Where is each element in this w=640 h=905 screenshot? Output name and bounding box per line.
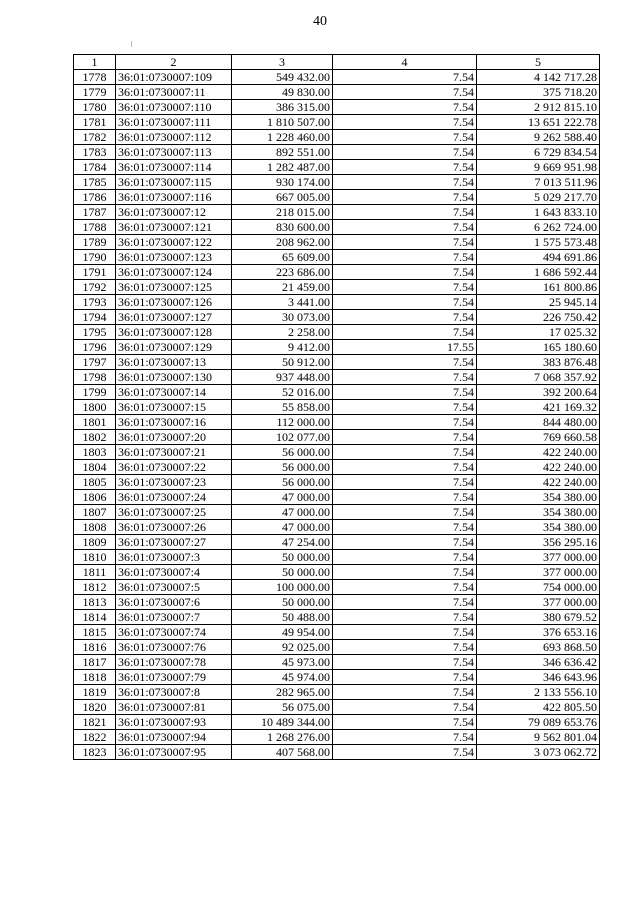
total-cell: 2 912 815.10 xyxy=(477,100,600,115)
row-number-cell: 1813 xyxy=(74,595,116,610)
total-cell: 392 200.64 xyxy=(477,385,600,400)
value-cell: 892 551.00 xyxy=(232,145,333,160)
column-header-4: 4 xyxy=(333,55,477,70)
rate-cell: 7.54 xyxy=(333,685,477,700)
cadastral-number-cell: 36:01:0730007:95 xyxy=(116,745,232,760)
cadastral-number-cell: 36:01:0730007:81 xyxy=(116,700,232,715)
row-number-cell: 1799 xyxy=(74,385,116,400)
total-cell: 354 380.00 xyxy=(477,490,600,505)
total-cell: 376 653.16 xyxy=(477,625,600,640)
row-number-cell: 1814 xyxy=(74,610,116,625)
rate-cell: 7.54 xyxy=(333,205,477,220)
row-number-cell: 1781 xyxy=(74,115,116,130)
cadastral-number-cell: 36:01:0730007:5 xyxy=(116,580,232,595)
value-cell: 10 489 344.00 xyxy=(232,715,333,730)
table-row xyxy=(74,460,600,475)
row-number-cell: 1822 xyxy=(74,730,116,745)
table-row xyxy=(74,625,600,640)
cadastral-number-cell: 36:01:0730007:11 xyxy=(116,85,232,100)
cadastral-number-cell: 36:01:0730007:122 xyxy=(116,235,232,250)
rate-cell: 7.54 xyxy=(333,445,477,460)
total-cell: 754 000.00 xyxy=(477,580,600,595)
table-row xyxy=(74,700,600,715)
cadastral-number-cell: 36:01:0730007:116 xyxy=(116,190,232,205)
table-row xyxy=(74,205,600,220)
table-row xyxy=(74,565,600,580)
total-cell: 769 660.58 xyxy=(477,430,600,445)
row-number-cell: 1794 xyxy=(74,310,116,325)
table-row xyxy=(74,310,600,325)
column-header-3: 3 xyxy=(232,55,333,70)
rate-cell: 7.54 xyxy=(333,355,477,370)
table-row xyxy=(74,340,600,355)
total-cell: 377 000.00 xyxy=(477,550,600,565)
rate-cell: 7.54 xyxy=(333,745,477,760)
total-cell: 13 651 222.78 xyxy=(477,115,600,130)
rate-cell: 7.54 xyxy=(333,175,477,190)
cadastral-number-cell: 36:01:0730007:111 xyxy=(116,115,232,130)
value-cell: 407 568.00 xyxy=(232,745,333,760)
value-cell: 208 962.00 xyxy=(232,235,333,250)
value-cell: 50 000.00 xyxy=(232,565,333,580)
table-row xyxy=(74,505,600,520)
value-cell: 47 000.00 xyxy=(232,490,333,505)
value-cell: 1 810 507.00 xyxy=(232,115,333,130)
total-cell: 844 480.00 xyxy=(477,415,600,430)
row-number-cell: 1815 xyxy=(74,625,116,640)
cadastral-number-cell: 36:01:0730007:79 xyxy=(116,670,232,685)
table-row xyxy=(74,370,600,385)
total-cell: 1 686 592.44 xyxy=(477,265,600,280)
cadastral-number-cell: 36:01:0730007:93 xyxy=(116,715,232,730)
row-number-cell: 1807 xyxy=(74,505,116,520)
column-header-5: 5 xyxy=(477,55,600,70)
cadastral-number-cell: 36:01:0730007:14 xyxy=(116,385,232,400)
total-cell: 346 636.42 xyxy=(477,655,600,670)
value-cell: 56 000.00 xyxy=(232,445,333,460)
cadastral-number-cell: 36:01:0730007:24 xyxy=(116,490,232,505)
rate-cell: 7.54 xyxy=(333,520,477,535)
rate-cell: 7.54 xyxy=(333,430,477,445)
table-row xyxy=(74,175,600,190)
rate-cell: 7.54 xyxy=(333,535,477,550)
total-cell: 79 089 653.76 xyxy=(477,715,600,730)
total-cell: 377 000.00 xyxy=(477,595,600,610)
row-number-cell: 1797 xyxy=(74,355,116,370)
table-row xyxy=(74,250,600,265)
value-cell: 100 000.00 xyxy=(232,580,333,595)
table-row xyxy=(74,520,600,535)
rate-cell: 7.54 xyxy=(333,70,477,85)
table-row xyxy=(74,445,600,460)
cadastral-number-cell: 36:01:0730007:110 xyxy=(116,100,232,115)
row-number-cell: 1779 xyxy=(74,85,116,100)
row-number-cell: 1785 xyxy=(74,175,116,190)
rate-cell: 7.54 xyxy=(333,550,477,565)
row-number-cell: 1805 xyxy=(74,475,116,490)
cadastral-number-cell: 36:01:0730007:78 xyxy=(116,655,232,670)
page-number: 40 xyxy=(313,14,327,29)
row-number-cell: 1798 xyxy=(74,370,116,385)
table-row xyxy=(74,490,600,505)
total-cell: 165 180.60 xyxy=(477,340,600,355)
rate-cell: 7.54 xyxy=(333,370,477,385)
total-cell: 3 073 062.72 xyxy=(477,745,600,760)
row-number-cell: 1786 xyxy=(74,190,116,205)
total-cell: 6 729 834.54 xyxy=(477,145,600,160)
value-cell: 1 282 487.00 xyxy=(232,160,333,175)
rate-cell: 7.54 xyxy=(333,670,477,685)
value-cell: 50 000.00 xyxy=(232,550,333,565)
column-header-1: 1 xyxy=(74,55,116,70)
value-cell: 937 448.00 xyxy=(232,370,333,385)
rate-cell: 17.55 xyxy=(333,340,477,355)
cadastral-number-cell: 36:01:0730007:27 xyxy=(116,535,232,550)
rate-cell: 7.54 xyxy=(333,715,477,730)
rate-cell: 7.54 xyxy=(333,415,477,430)
rate-cell: 7.54 xyxy=(333,145,477,160)
rate-cell: 7.54 xyxy=(333,310,477,325)
cadastral-number-cell: 36:01:0730007:16 xyxy=(116,415,232,430)
cadastral-number-cell: 36:01:0730007:13 xyxy=(116,355,232,370)
rate-cell: 7.54 xyxy=(333,625,477,640)
cadastral-number-cell: 36:01:0730007:15 xyxy=(116,400,232,415)
header-row xyxy=(74,55,600,70)
total-cell: 383 876.48 xyxy=(477,355,600,370)
total-cell: 5 029 217.70 xyxy=(477,190,600,205)
row-number-cell: 1790 xyxy=(74,250,116,265)
table-row xyxy=(74,160,600,175)
value-cell: 56 000.00 xyxy=(232,460,333,475)
row-number-cell: 1804 xyxy=(74,460,116,475)
table-row xyxy=(74,280,600,295)
value-cell: 218 015.00 xyxy=(232,205,333,220)
table-row xyxy=(74,265,600,280)
table-row xyxy=(74,385,600,400)
rate-cell: 7.54 xyxy=(333,265,477,280)
table-row xyxy=(74,235,600,250)
rate-cell: 7.54 xyxy=(333,700,477,715)
value-cell: 47 254.00 xyxy=(232,535,333,550)
rate-cell: 7.54 xyxy=(333,130,477,145)
rate-cell: 7.54 xyxy=(333,385,477,400)
table-row xyxy=(74,355,600,370)
total-cell: 7 068 357.92 xyxy=(477,370,600,385)
row-number-cell: 1820 xyxy=(74,700,116,715)
total-cell: 356 295.16 xyxy=(477,535,600,550)
table-row xyxy=(74,535,600,550)
row-number-cell: 1795 xyxy=(74,325,116,340)
value-cell: 56 000.00 xyxy=(232,475,333,490)
table-row xyxy=(74,295,600,310)
rate-cell: 7.54 xyxy=(333,100,477,115)
cadastral-number-cell: 36:01:0730007:126 xyxy=(116,295,232,310)
value-cell: 45 973.00 xyxy=(232,655,333,670)
total-cell: 25 945.14 xyxy=(477,295,600,310)
cadastral-number-cell: 36:01:0730007:22 xyxy=(116,460,232,475)
row-number-cell: 1796 xyxy=(74,340,116,355)
row-number-cell: 1816 xyxy=(74,640,116,655)
row-number-cell: 1809 xyxy=(74,535,116,550)
table-row xyxy=(74,610,600,625)
table-row xyxy=(74,745,600,760)
total-cell: 6 262 724.00 xyxy=(477,220,600,235)
value-cell: 56 075.00 xyxy=(232,700,333,715)
table-row xyxy=(74,580,600,595)
rate-cell: 7.54 xyxy=(333,190,477,205)
cadastral-number-cell: 36:01:0730007:6 xyxy=(116,595,232,610)
value-cell: 47 000.00 xyxy=(232,505,333,520)
total-cell: 2 133 556.10 xyxy=(477,685,600,700)
cadastral-number-cell: 36:01:0730007:94 xyxy=(116,730,232,745)
value-cell: 223 686.00 xyxy=(232,265,333,280)
value-cell: 930 174.00 xyxy=(232,175,333,190)
cadastral-number-cell: 36:01:0730007:125 xyxy=(116,280,232,295)
cadastral-number-cell: 36:01:0730007:4 xyxy=(116,565,232,580)
registry-table xyxy=(73,54,600,760)
rate-cell: 7.54 xyxy=(333,235,477,250)
rate-cell: 7.54 xyxy=(333,640,477,655)
total-cell: 7 013 511.96 xyxy=(477,175,600,190)
total-cell: 421 169.32 xyxy=(477,400,600,415)
row-number-cell: 1802 xyxy=(74,430,116,445)
cadastral-number-cell: 36:01:0730007:129 xyxy=(116,340,232,355)
table-row xyxy=(74,220,600,235)
cadastral-number-cell: 36:01:0730007:130 xyxy=(116,370,232,385)
row-number-cell: 1792 xyxy=(74,280,116,295)
rate-cell: 7.54 xyxy=(333,250,477,265)
total-cell: 161 800.86 xyxy=(477,280,600,295)
rate-cell: 7.54 xyxy=(333,160,477,175)
cadastral-number-cell: 36:01:0730007:7 xyxy=(116,610,232,625)
total-cell: 354 380.00 xyxy=(477,505,600,520)
row-number-cell: 1793 xyxy=(74,295,116,310)
value-cell: 667 005.00 xyxy=(232,190,333,205)
value-cell: 55 858.00 xyxy=(232,400,333,415)
table-row xyxy=(74,640,600,655)
total-cell: 422 240.00 xyxy=(477,475,600,490)
cadastral-number-cell: 36:01:0730007:25 xyxy=(116,505,232,520)
table-row xyxy=(74,325,600,340)
value-cell: 92 025.00 xyxy=(232,640,333,655)
value-cell: 45 974.00 xyxy=(232,670,333,685)
table-row xyxy=(74,655,600,670)
row-number-cell: 1789 xyxy=(74,235,116,250)
row-number-cell: 1788 xyxy=(74,220,116,235)
rate-cell: 7.54 xyxy=(333,610,477,625)
table-row xyxy=(74,415,600,430)
row-number-cell: 1784 xyxy=(74,160,116,175)
value-cell: 830 600.00 xyxy=(232,220,333,235)
value-cell: 112 000.00 xyxy=(232,415,333,430)
row-number-cell: 1818 xyxy=(74,670,116,685)
rate-cell: 7.54 xyxy=(333,295,477,310)
total-cell: 422 240.00 xyxy=(477,445,600,460)
cadastral-number-cell: 36:01:0730007:12 xyxy=(116,205,232,220)
value-cell: 386 315.00 xyxy=(232,100,333,115)
row-number-cell: 1780 xyxy=(74,100,116,115)
row-number-cell: 1811 xyxy=(74,565,116,580)
value-cell: 50 000.00 xyxy=(232,595,333,610)
total-cell: 1 643 833.10 xyxy=(477,205,600,220)
total-cell: 9 669 951.98 xyxy=(477,160,600,175)
cadastral-number-cell: 36:01:0730007:109 xyxy=(116,70,232,85)
total-cell: 4 142 717.28 xyxy=(477,70,600,85)
cadastral-number-cell: 36:01:0730007:21 xyxy=(116,445,232,460)
value-cell: 102 077.00 xyxy=(232,430,333,445)
cadastral-number-cell: 36:01:0730007:76 xyxy=(116,640,232,655)
table-row xyxy=(74,190,600,205)
cadastral-number-cell: 36:01:0730007:74 xyxy=(116,625,232,640)
row-number-cell: 1778 xyxy=(74,70,116,85)
cadastral-number-cell: 36:01:0730007:124 xyxy=(116,265,232,280)
row-number-cell: 1812 xyxy=(74,580,116,595)
total-cell: 9 562 801.04 xyxy=(477,730,600,745)
rate-cell: 7.54 xyxy=(333,400,477,415)
table-row xyxy=(74,670,600,685)
row-number-cell: 1817 xyxy=(74,655,116,670)
value-cell: 9 412.00 xyxy=(232,340,333,355)
table-row xyxy=(74,400,600,415)
total-cell: 422 805.50 xyxy=(477,700,600,715)
table-row xyxy=(74,70,600,85)
table-row xyxy=(74,85,600,100)
total-cell: 380 679.52 xyxy=(477,610,600,625)
cadastral-number-cell: 36:01:0730007:3 xyxy=(116,550,232,565)
row-number-cell: 1787 xyxy=(74,205,116,220)
total-cell: 354 380.00 xyxy=(477,520,600,535)
row-number-cell: 1801 xyxy=(74,415,116,430)
row-number-cell: 1782 xyxy=(74,130,116,145)
total-cell: 693 868.50 xyxy=(477,640,600,655)
rate-cell: 7.54 xyxy=(333,85,477,100)
rate-cell: 7.54 xyxy=(333,280,477,295)
total-cell: 1 575 573.48 xyxy=(477,235,600,250)
row-number-cell: 1808 xyxy=(74,520,116,535)
row-number-cell: 1821 xyxy=(74,715,116,730)
rate-cell: 7.54 xyxy=(333,505,477,520)
total-cell: 375 718.20 xyxy=(477,85,600,100)
value-cell: 21 459.00 xyxy=(232,280,333,295)
cadastral-number-cell: 36:01:0730007:26 xyxy=(116,520,232,535)
value-cell: 50 488.00 xyxy=(232,610,333,625)
scan-mark xyxy=(131,41,132,47)
value-cell: 1 268 276.00 xyxy=(232,730,333,745)
row-number-cell: 1791 xyxy=(74,265,116,280)
cadastral-number-cell: 36:01:0730007:114 xyxy=(116,160,232,175)
table-row xyxy=(74,730,600,745)
row-number-cell: 1783 xyxy=(74,145,116,160)
row-number-cell: 1803 xyxy=(74,445,116,460)
rate-cell: 7.54 xyxy=(333,580,477,595)
table-body xyxy=(74,70,600,760)
row-number-cell: 1806 xyxy=(74,490,116,505)
table-row xyxy=(74,430,600,445)
rate-cell: 7.54 xyxy=(333,565,477,580)
cadastral-number-cell: 36:01:0730007:23 xyxy=(116,475,232,490)
value-cell: 50 912.00 xyxy=(232,355,333,370)
row-number-cell: 1819 xyxy=(74,685,116,700)
cadastral-number-cell: 36:01:0730007:8 xyxy=(116,685,232,700)
row-number-cell: 1800 xyxy=(74,400,116,415)
table-row xyxy=(74,595,600,610)
total-cell: 377 000.00 xyxy=(477,565,600,580)
rate-cell: 7.54 xyxy=(333,490,477,505)
row-number-cell: 1810 xyxy=(74,550,116,565)
table-row xyxy=(74,100,600,115)
rate-cell: 7.54 xyxy=(333,220,477,235)
rate-cell: 7.54 xyxy=(333,655,477,670)
row-number-cell: 1823 xyxy=(74,745,116,760)
rate-cell: 7.54 xyxy=(333,460,477,475)
rate-cell: 7.54 xyxy=(333,595,477,610)
value-cell: 52 016.00 xyxy=(232,385,333,400)
rate-cell: 7.54 xyxy=(333,115,477,130)
total-cell: 494 691.86 xyxy=(477,250,600,265)
table-row xyxy=(74,715,600,730)
table-row xyxy=(74,115,600,130)
value-cell: 3 441.00 xyxy=(232,295,333,310)
cadastral-number-cell: 36:01:0730007:127 xyxy=(116,310,232,325)
value-cell: 1 228 460.00 xyxy=(232,130,333,145)
cadastral-number-cell: 36:01:0730007:113 xyxy=(116,145,232,160)
cadastral-number-cell: 36:01:0730007:115 xyxy=(116,175,232,190)
rate-cell: 7.54 xyxy=(333,730,477,745)
total-cell: 422 240.00 xyxy=(477,460,600,475)
table-row xyxy=(74,130,600,145)
cadastral-number-cell: 36:01:0730007:128 xyxy=(116,325,232,340)
total-cell: 226 750.42 xyxy=(477,310,600,325)
rate-cell: 7.54 xyxy=(333,325,477,340)
table-row xyxy=(74,475,600,490)
value-cell: 49 830.00 xyxy=(232,85,333,100)
table-row xyxy=(74,145,600,160)
value-cell: 49 954.00 xyxy=(232,625,333,640)
table-row xyxy=(74,685,600,700)
value-cell: 30 073.00 xyxy=(232,310,333,325)
cadastral-number-cell: 36:01:0730007:112 xyxy=(116,130,232,145)
value-cell: 65 609.00 xyxy=(232,250,333,265)
value-cell: 2 258.00 xyxy=(232,325,333,340)
total-cell: 9 262 588.40 xyxy=(477,130,600,145)
cadastral-number-cell: 36:01:0730007:20 xyxy=(116,430,232,445)
cadastral-number-cell: 36:01:0730007:121 xyxy=(116,220,232,235)
value-cell: 549 432.00 xyxy=(232,70,333,85)
cadastral-number-cell: 36:01:0730007:123 xyxy=(116,250,232,265)
total-cell: 346 643.96 xyxy=(477,670,600,685)
value-cell: 47 000.00 xyxy=(232,520,333,535)
total-cell: 17 025.32 xyxy=(477,325,600,340)
value-cell: 282 965.00 xyxy=(232,685,333,700)
column-header-2: 2 xyxy=(116,55,232,70)
table-row xyxy=(74,550,600,565)
rate-cell: 7.54 xyxy=(333,475,477,490)
